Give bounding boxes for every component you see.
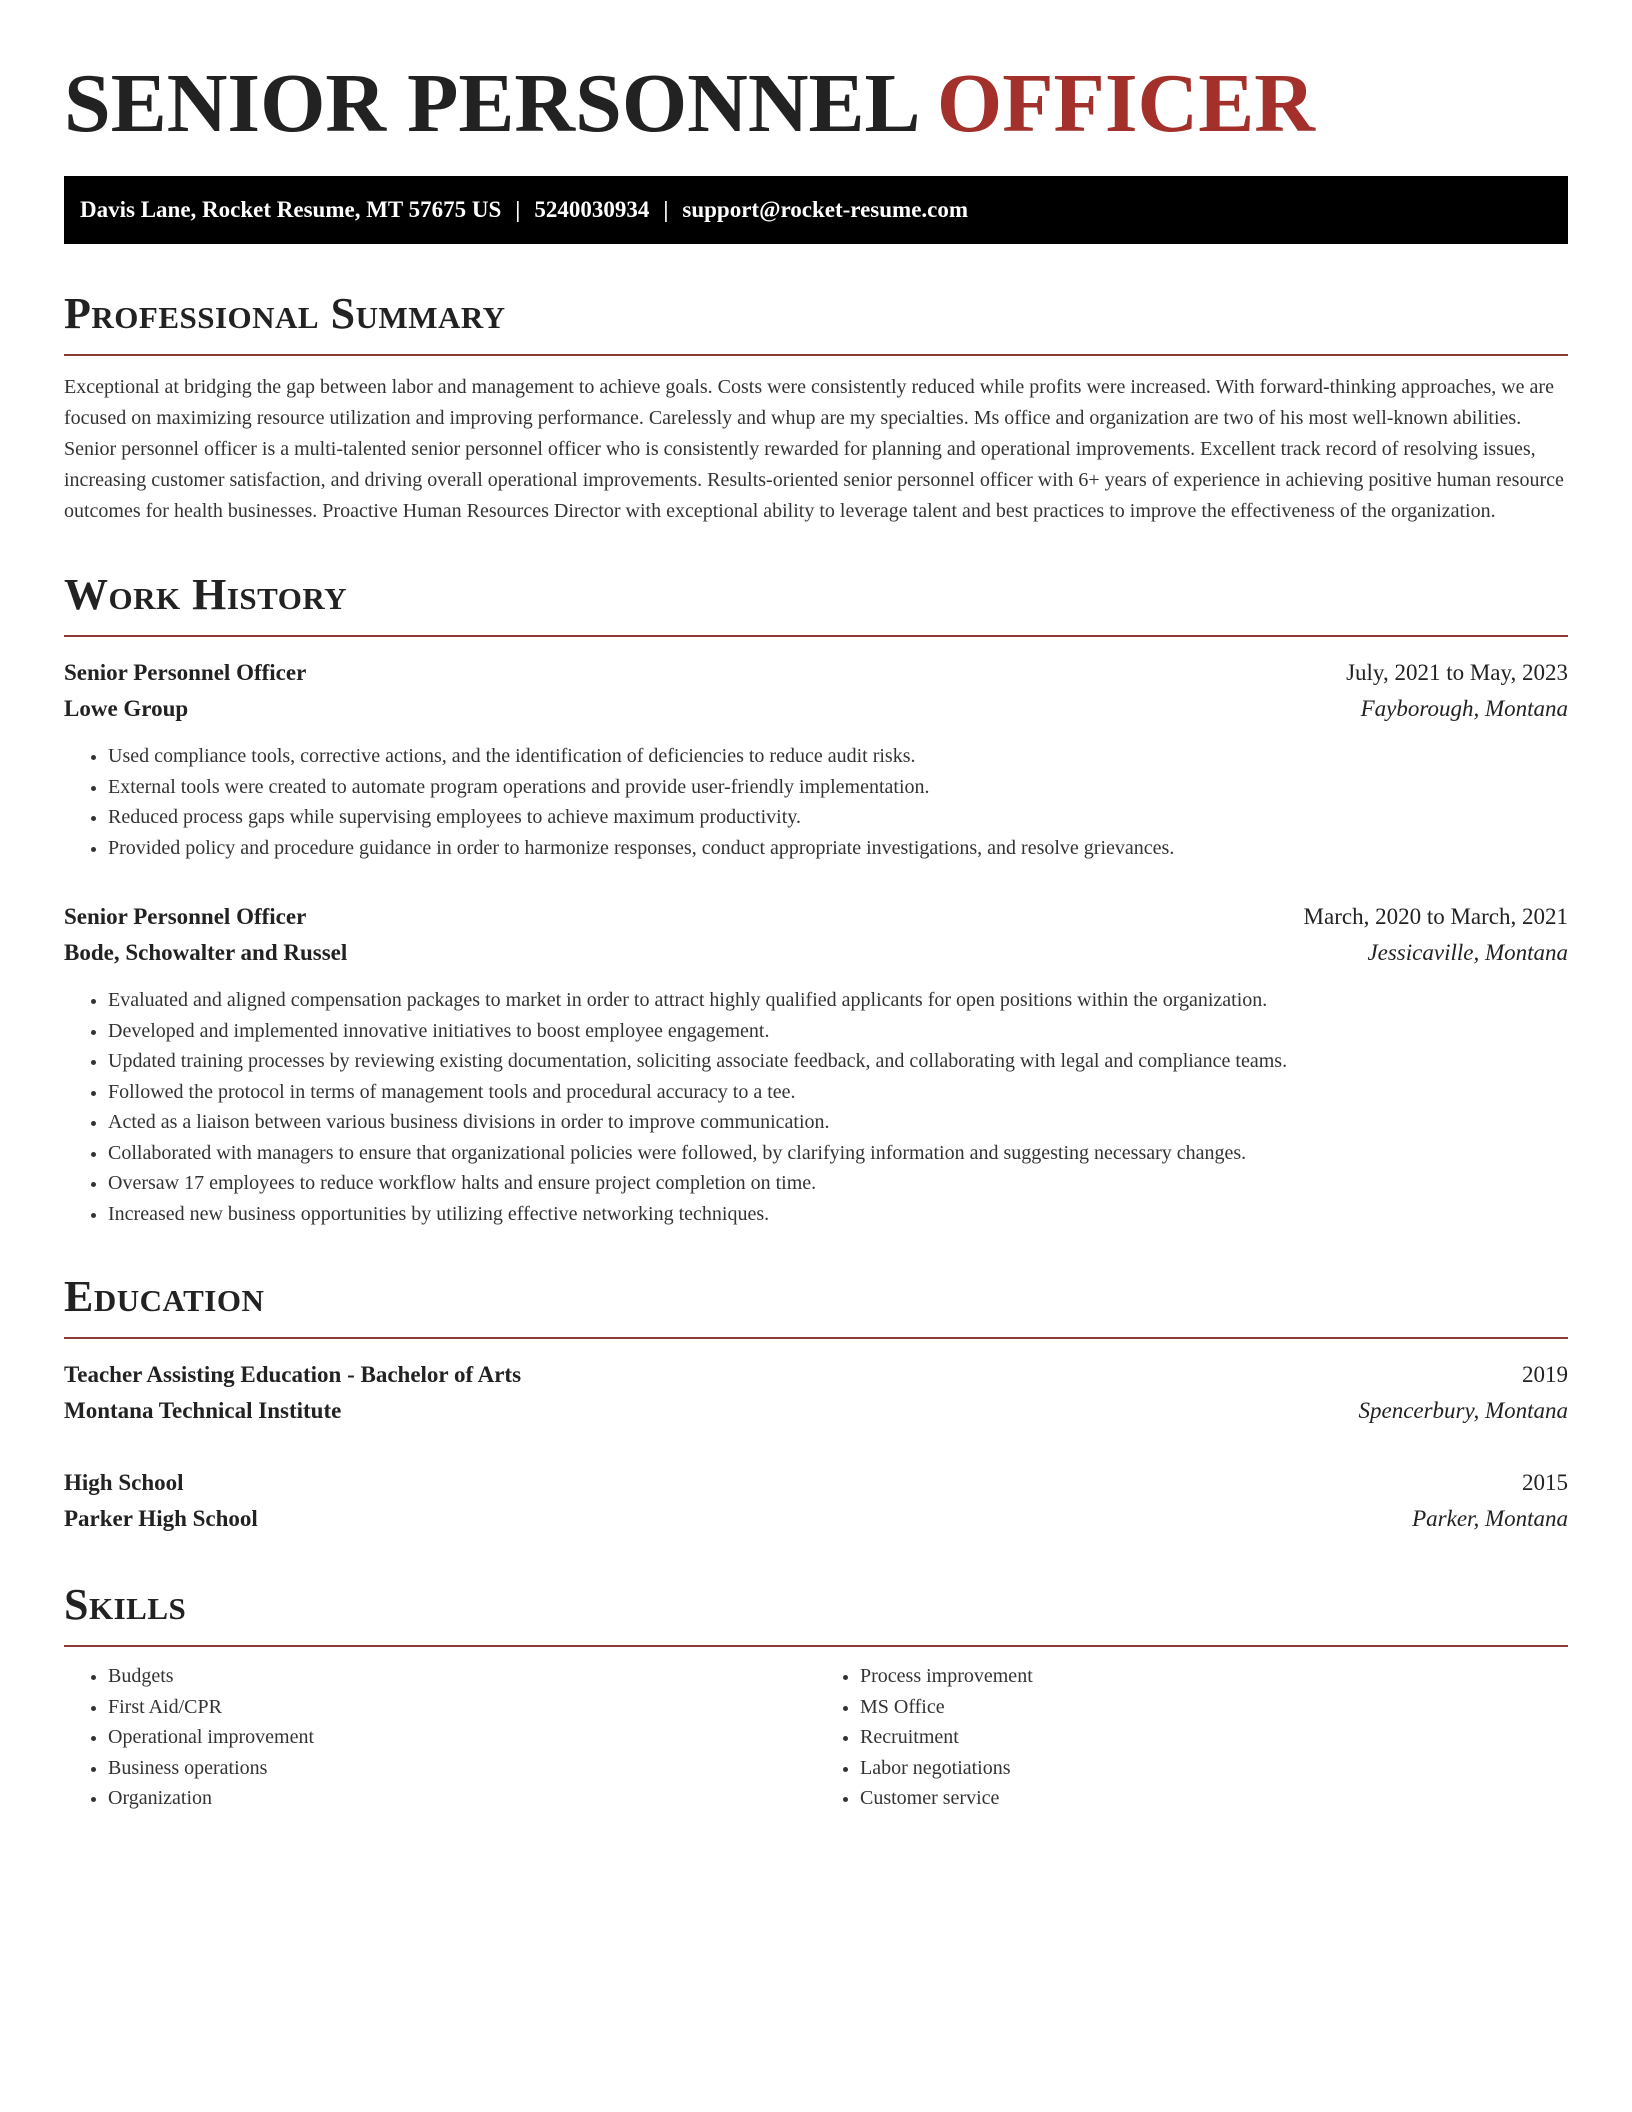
education-school-row [64,1393,1568,1429]
section-divider [64,1337,1568,1339]
contact-separator: | [515,197,521,222]
skill-item: • Labor negotiations [860,1753,1568,1784]
resume-page [64,0,1568,1814]
skill-item: • Process improvement [860,1661,1568,1692]
contact-phone: 5240030934 [534,197,650,222]
summary-section [64,288,1568,527]
contact-bar [64,176,1568,244]
skill-item: • MS Office [860,1692,1568,1723]
education-location: Spencerbury, Montana [1358,1398,1568,1423]
education-degree-row [64,1465,1568,1501]
job-company: Lowe Group [64,696,189,721]
job-company-row [64,691,1568,727]
title-accent: OFFICER [936,57,1315,150]
summary-text: Exceptional at bridging the gap between labor and management to achieve goals. Costs were consistently reduced while profits were increased. With forward-thinking approaches, we are focused on maximizing resource utilization and improving performance. Carelessly and whup are my specialties. Ms office and organization are two of his most well-known abilities. Senior personnel officer is a multi-talented senior personnel officer who is consistently rewarded for planning and operational improvements. Excellent track record of resolving issues, increasing customer satisfaction, and driving overall operational improvements. Results-oriented senior personnel officer with 6+ years of experience in achieving positive human resource outcomes for health businesses. Proactive Human Resources Director with exceptional ability to leverage talent and best practices to improve the effectiveness of the organization. [64,376,1564,522]
education-degree-row [64,1357,1568,1393]
job-title: Senior Personnel Officer [64,660,307,685]
job-bullet: • Followed the protocol in terms of management tools and procedural accuracy to a tee. [108,1077,1568,1108]
job-header-row [64,899,1568,935]
skills-list-right [816,1661,1568,1814]
section-heading-work-history: Work History [64,570,348,619]
job-bullet: • Increased new business opportunities by utilizing effective networking techniques. [108,1199,1568,1230]
job-header-row [64,655,1568,691]
job-bullet: • Developed and implemented innovative initiatives to boost employee engagement. [108,1016,1568,1047]
skill-item: • Recruitment [860,1722,1568,1753]
job-dates: March, 2020 to March, 2021 [1303,904,1568,929]
job-bullet: • Reduced process gaps while supervising employees to achieve maximum productivity. [108,802,1568,833]
job-bullet: • Acted as a liaison between various business divisions in order to improve communication. [108,1107,1568,1138]
job-bullet: • Oversaw 17 employees to reduce workflow halts and ensure project completion on time. [108,1168,1568,1199]
job-company: Bode, Schowalter and Russel [64,940,348,965]
skill-item: • Operational improvement [108,1722,816,1753]
education-degree: Teacher Assisting Education - Bachelor of Arts [64,1362,522,1387]
job-bullet: • External tools were created to automate program operations and provide user-friendly implementation. [108,772,1568,803]
skill-item: • Organization [108,1783,816,1814]
job-bullet: • Used compliance tools, corrective actions, and the identification of deficiencies to reduce audit risks. [108,741,1568,772]
education-year: 2015 [1522,1470,1568,1495]
education-school-row [64,1501,1568,1537]
education-entry [64,1357,1568,1429]
skill-item: • Budgets [108,1661,816,1692]
skills-columns [64,1661,1568,1814]
section-heading-education: Education [64,1272,265,1321]
job-bullets [64,985,1568,1229]
education-degree: High School [64,1470,184,1495]
resume-title [64,56,1568,152]
contact-separator: | [663,197,669,222]
contact-email[interactable]: support@rocket-resume.com [682,197,969,222]
job-bullet: • Provided policy and procedure guidance in order to harmonize responses, conduct appropriate investigations, and resolve grievances. [108,833,1568,864]
job-location: Fayborough, Montana [1360,696,1568,721]
education-year: 2019 [1522,1362,1568,1387]
section-divider [64,1645,1568,1647]
skill-item: • Business operations [108,1753,816,1784]
section-divider [64,635,1568,637]
job-location: Jessicaville, Montana [1367,940,1568,965]
section-heading-summary: Professional Summary [64,289,506,338]
job-bullet: • Evaluated and aligned compensation packages to market in order to attract highly qualified applicants for open positions within the organization. [108,985,1568,1016]
job-bullets [64,741,1568,863]
job-dates: July, 2021 to May, 2023 [1346,660,1568,685]
job-title: Senior Personnel Officer [64,904,307,929]
job-bullet: • Collaborated with managers to ensure that organizational policies were followed, by clarifying information and suggesting necessary changes. [108,1138,1568,1169]
contact-address: Davis Lane, Rocket Resume, MT 57675 US [80,197,502,222]
skills-section [64,1579,1568,1814]
education-school: Montana Technical Institute [64,1398,342,1423]
job-company-row [64,935,1568,971]
education-entry [64,1465,1568,1537]
work-history-section [64,569,1568,1229]
section-divider [64,354,1568,356]
skills-list-left [64,1661,816,1814]
section-heading-skills: Skills [64,1580,187,1629]
skill-item: • First Aid/CPR [108,1692,816,1723]
education-location: Parker, Montana [1412,1506,1568,1531]
education-school: Parker High School [64,1506,258,1531]
job-entry [64,899,1568,1229]
job-entry [64,655,1568,863]
title-main: SENIOR PERSONNEL [64,57,916,150]
job-bullet: • Updated training processes by reviewing existing documentation, soliciting associate feedback, and collaborating with legal and compliance teams. [108,1046,1568,1077]
skill-item: • Customer service [860,1783,1568,1814]
education-section [64,1271,1568,1537]
